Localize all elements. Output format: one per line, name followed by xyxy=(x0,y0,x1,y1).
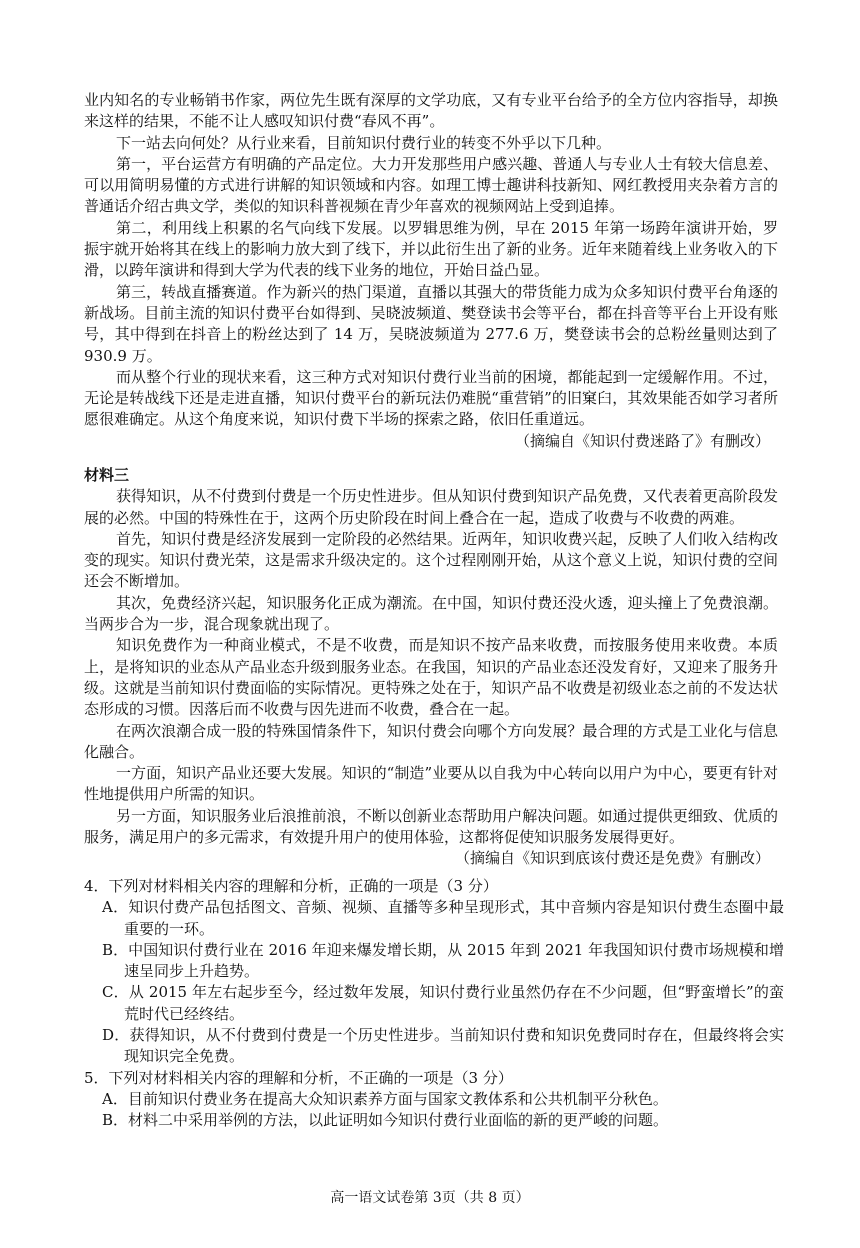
paragraph: 另一方面，知识服务业后浪推前浪，不断以创新业态帮助用户解决问题。如通过提供更细致、优质的服务，满足用户的多元需求，有效提升用户的使用体验，这都将促使知识服务发展得更好。 xyxy=(84,806,778,847)
question-stem: 4．下列对材料相关内容的理解和分析，正确的一项是（3 分） xyxy=(84,877,498,895)
question-section xyxy=(84,876,784,1132)
paragraph: 获得知识，从不付费到付费是一个历史性进步。但从知识付费到知识产品免费，又代表着更高阶段发展的必然。中国的特殊性在于，这两个历史阶段在时间上叠合在一起，造成了收费与不收费的两难。 xyxy=(84,487,778,527)
page-footer: 高一语文试卷第 3页（共 8 页） xyxy=(330,1190,530,1206)
paragraph: 第二，利用线上积累的名气向线下发展。以罗辑思维为例，早在 2015 年第一场跨年演讲开始，罗振宇就开始将其在线上的影响力放大到了线下，并以此衍生出了新的业务。近年来随着线上业务收入的下滑，以跨年演讲和得到大学为代表的线下业务的地位，开始日益凸显。 xyxy=(84,218,778,280)
paragraph: 第一，平台运营方有明确的产品定位。大力开发那些用户感兴趣、普通人与专业人士有较大信息差、可以用简明易懂的方式进行讲解的知识领域和内容。如理工博士趣讲科技新知、网红教授用夹杂着方言的普通话介绍古典文学，类似的知识科普视频在青少年喜欢的视频网站上受到追捧。 xyxy=(84,154,778,216)
answer-option: C．从 2015 年左右起步至今，经过数年发展，知识付费行业虽然仍存在不少问题，但“野蛮增长”的蛮荒时代已经终结。 xyxy=(102,983,784,1023)
answer-option: D．获得知识，从不付费到付费是一个历史性进步。当前知识付费和知识免费同时存在，但最终将会实现知识完全免费。 xyxy=(102,1026,784,1066)
paragraph: 业内知名的专业畅销书作家，两位先生既有深厚的文学功底，又有专业平台给予的全方位内容指导，却换来这样的结果，不能不让人感叹知识付费“春风不再”。 xyxy=(84,91,778,131)
paragraph: 在两次浪潮合成一股的特殊国情条件下，知识付费会向哪个方向发展？最合理的方式是工业化与信息化融合。 xyxy=(84,721,778,761)
answer-option: B．材料二中采用举例的方法，以此证明如今知识付费行业面临的新的更严峻的问题。 xyxy=(102,1111,669,1130)
paragraph: 而从整个行业的现状来看，这三种方式对知识付费行业当前的困境，都能起到一定缓解作用。不过，无论是转战线下还是走进直播，知识付费平台的新玩法仍难脱“重营销”的旧窠臼，其效果能否如学习者所愿很难确定。从这个角度来说，知识付费下半场的探索之路，依旧任重道远。 xyxy=(84,367,778,429)
paragraph: 知识免费作为一种商业模式，不是不收费，而是知识不按产品来收费，而按服务使用来收费。本质上，是将知识的业态从产品业态升级到服务业态。在我国，知识的产品业态还没发育好，又迎来了服务升级。这就是当前知识付费面临的实际情况。更特殊之处在于，知识产品不收费是初级业态之前的不发达状态形成的习惯。因落后而不收费与因先进而不收费，叠合在一起。 xyxy=(84,636,778,719)
paragraph: 其次，免费经济兴起，知识服务化正成为潮流。在中国，知识付费还没火透，迎头撞上了免费浪潮。当两步合为一步，混合现象就出现了。 xyxy=(84,593,778,634)
answer-option: A．知识付费产品包括图文、音频、视频、直播等多种呈现形式，其中音频内容是知识付费生态圈中最重要的一环。 xyxy=(102,898,784,938)
paragraph: 第三，转战直播赛道。作为新兴的热门渠道，直播以其强大的带货能力成为众多知识付费平台角逐的新战场。目前主流的知识付费平台如得到、吴晓波频道、樊登读书会等平台，都在抖音等平台上开设有账号，其中得到在抖音上的粉丝达到了 14 万，吴晓波频道为 277.6 万，樊登读书会的总粉丝量则达到了 930.9 万。 xyxy=(84,282,778,365)
material-two-continued xyxy=(84,90,778,452)
question-stem: 5．下列对材料相关内容的理解和分析，不正确的一项是（3 分） xyxy=(84,1068,513,1087)
source-citation: （摘编自《知识到底该付费还是免费》有删改） xyxy=(454,849,770,868)
paragraph: 首先，知识付费是经济发展到一定阶段的必然结果。近两年，知识收费兴起，反映了人们收入结构改变的现实。知识付费光荣，这是需求升级决定的。这个过程刚刚开始，从这个意义上说，知识付费的空间还会不断增加。 xyxy=(84,529,778,591)
source-citation: （摘编自《知识付费迷路了》有删改） xyxy=(514,431,770,450)
section-heading: 材料三 xyxy=(84,466,130,484)
answer-option: A．目前知识付费业务在提高大众知识素养方面与国家文教体系和公共机制平分秋色。 xyxy=(102,1089,668,1108)
paragraph: 下一站去向何处？从行业来看，目前知识付费行业的转变不外乎以下几种。 xyxy=(116,133,612,152)
material-three xyxy=(84,465,778,870)
answer-option: B．中国知识付费行业在 2016 年迎来爆发增长期，从 2015 年到 2021 年我国知识付费市场规模和增速呈同步上升趋势。 xyxy=(102,940,784,981)
paragraph: 一方面，知识产品业还要大发展。知识的“制造”业要从以自我为中心转向以用户为中心，要更有针对性地提供用户所需的知识。 xyxy=(84,764,778,804)
